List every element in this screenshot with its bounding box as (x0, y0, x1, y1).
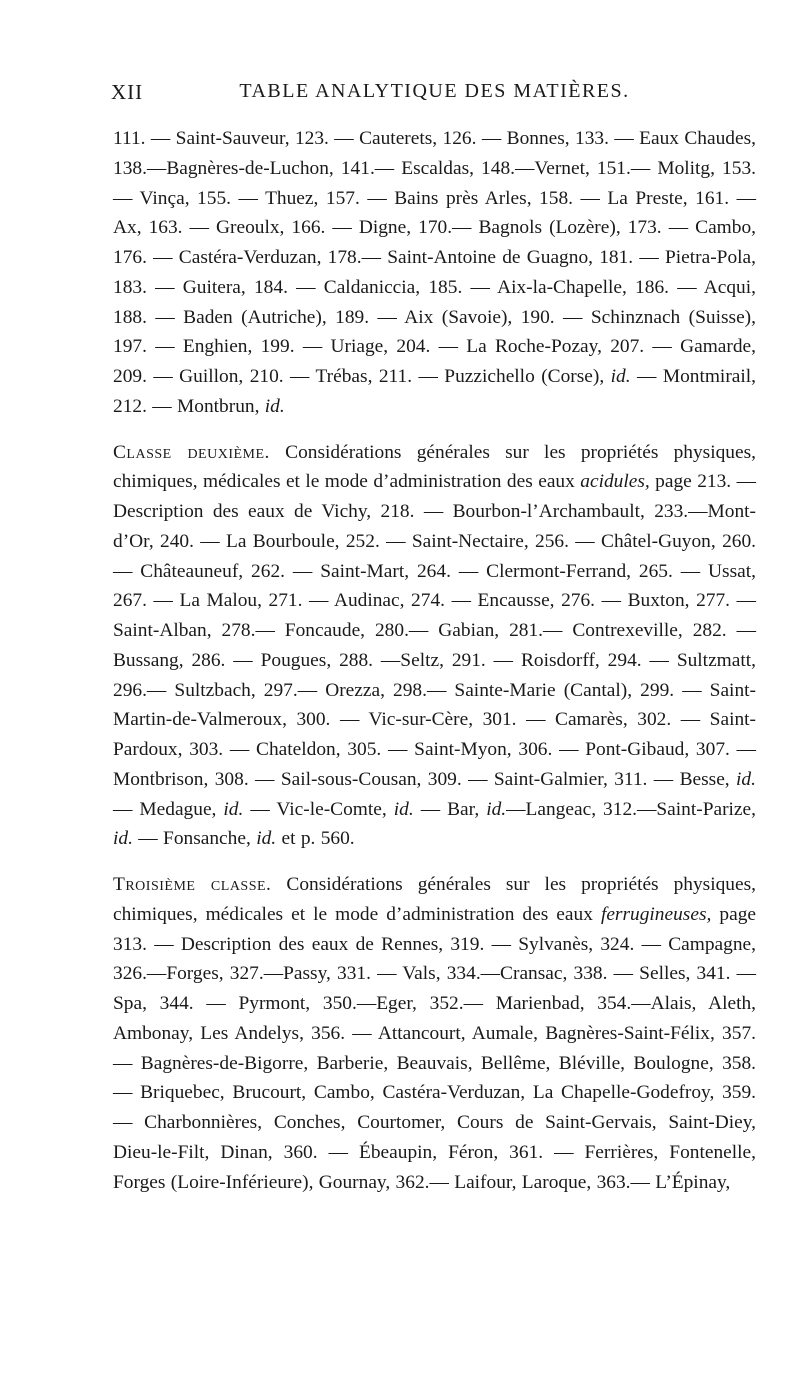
paragraph-text: 111. — Saint-Sauveur, 123. — Cauterets, 126. — Bonnes, 133. — Eaux Chaudes, 138.—Bagnères-de-Luchon, 141.— Escaldas, 148.—Vernet, 151.— Molitg, 153. — Vinça, 155. — Thuez, 157. — Bains près Arles, 158. — La Preste, 161. — Ax, 163. — Greoulx, 166. — Digne, 170.— Bagnols (Lozère), 173. — Cambo, 176. — Castéra-Verduzan, 178.— Saint-Antoine de Guagno, 181. — Pietra-Pola, 183. — Guitera, 184. — Caldaniccia, 185. — Aix-la-Chapelle, 186. — Acqui, 188. — Baden (Autriche), 189. — Aix (Savoie), 190. — Schinznach (Suisse), 197. — Enghien, 199. — Uriage, 204. — La Roche-Pozay, 207. — Gamarde, 209. — Guillon, 210. — Trébas, 211. — Puzzichello (Corse), (113, 128, 756, 387)
idem-abbreviation: id. (256, 828, 277, 850)
paragraph-text: page 213. — Description des eaux de Vichy, 218. — Bourbon-l’Archambault, 233.—Mont-d’Or, 240. — La Bourboule, 252. — Saint-Nectaire, 256. — Châtel-Guyon, 260. — Châteauneuf, 262. — Saint-Mart, 264. — Clermont-Ferrand, 265. — Ussat, 267. — La Malou, 271. — Audinac, 274. — Encausse, 276. — Buxton, 277. — Saint-Alban, 278.— Foncaude, 280.— Gabian, 281.— Contrexeville, 282. — Bussang, 286. — Pougues, 288. —Seltz, 291. — Roisdorff, 294. — Sultzmatt, 296.— Sultzbach, 297.— Orezza, 298.— Sainte-Marie (Cantal), 299. — Saint-Martin-de-Valmeroux, 300. — Vic-sur-Cère, 301. — Camarès, 302. — Saint-Pardoux, 303. — Chateldon, 305. — Saint-Myon, 306. — Pont-Gibaud, 307. — Montbrison, 308. — Sail-sous-Cousan, 309. — Saint-Galmier, 311. — Besse, (113, 471, 756, 790)
paragraph-text: Considérations générales sur les propriétés physiques, chimiques, médicales et le mode d’administration des eaux (113, 874, 756, 925)
idem-abbreviation: id. (736, 768, 756, 790)
paragraph-text: — Bar, (420, 798, 480, 820)
idem-abbreviation: id. (486, 798, 507, 820)
italic-term: ferrugineuses, (600, 903, 712, 925)
paragraph-troisieme-classe (113, 870, 756, 1197)
page-number: XII (111, 80, 144, 104)
paragraph-text: —Langeac, 312.—Saint-Parize, (506, 798, 756, 820)
page-title: TABLE ANALYTIQUE DES MATIÈRES. (239, 80, 630, 102)
paragraph-text: — Fonsanche, (138, 828, 251, 850)
paragraph-text: — Vic-le-Comte, (250, 798, 387, 820)
italic-term: acidules, (580, 471, 650, 493)
running-head (113, 80, 756, 114)
idem-abbreviation: id. (610, 366, 631, 387)
idem-abbreviation: id. (223, 798, 244, 820)
idem-abbreviation: id. (113, 828, 133, 850)
paragraph-sulfureuses-continuation (113, 124, 756, 422)
class-label: Classe deuxième. (113, 441, 270, 463)
idem-abbreviation: id. (393, 798, 414, 820)
idem-abbreviation: id. (264, 395, 285, 417)
paragraph-classe-deuxieme (113, 438, 756, 855)
paragraph-text: — Medague, (113, 798, 217, 820)
paragraph-text: page 313. — Description des eaux de Rennes, 319. — Sylvanès, 324. — Campagne, 326.—Forges, 327.—Passy, 331. — Vals, 334.—Cransac, 338. — Selles, 341. — Spa, 344. — Pyrmont, 350.—Eger, 352.— Marienbad, 354.—Alais, Aleth, Ambonay, Les Andelys, 356. — Attancourt, Aumale, Bagnères-Saint-Félix, 357. — Bagnères-de-Bigorre, Barberie, Beauvais, Bellême, Bléville, Boulogne, 358. — Briquebec, Brucourt, Cambo, Castéra-Verduzan, La Chapelle-Godefroy, 359.— Charbonnières, Conches, Courtomer, Cours de Saint-Gervais, Saint-Diey, Dieu-le-Filt, Dinan, 360. — Ébeaupin, Féron, 361. — Ferrières, Fontenelle, Forges (Loire-Inférieure), Gournay, 362.— Laifour, Laroque, 363.— L’Épinay, (113, 903, 756, 1193)
paragraph-text: et p. 560. (281, 828, 355, 850)
class-label: Troisième classe. (113, 874, 272, 895)
paragraph-text: Considérations générales sur les propriétés physiques, chimiques, médicales et le mode d’administration des eaux (113, 441, 757, 493)
document-page (113, 80, 756, 1197)
paragraph-text: — Montmirail, 212. — Montbrun, (113, 366, 757, 417)
